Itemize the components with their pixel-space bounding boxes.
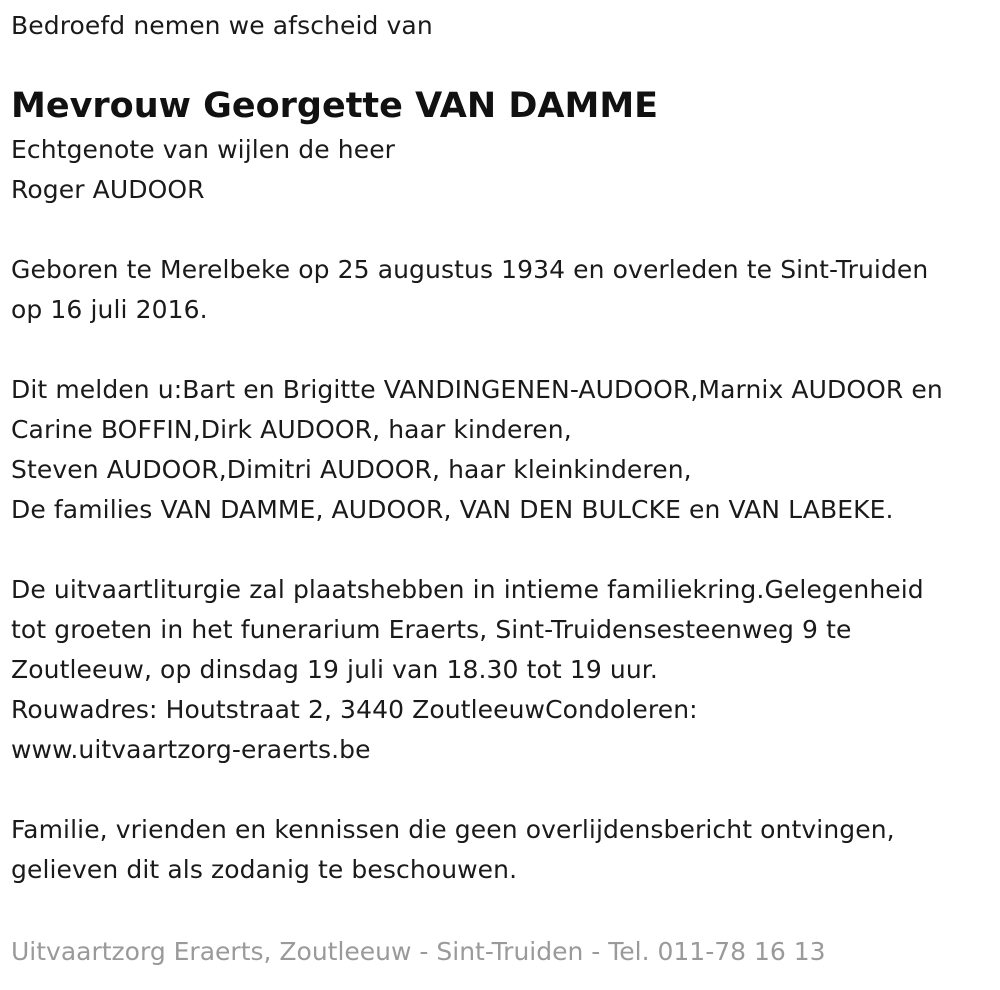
funeral-line: Zoutleeuw, op dinsdag 19 juli van 18.30 tot 19 uur.: [11, 655, 658, 684]
closing-block: [11, 810, 996, 890]
family-line: Steven AUDOOR,Dimitri AUDOOR, haar kleinkinderen,: [11, 455, 692, 484]
family-line: Dit melden u:Bart en Brigitte VANDINGENEN-AUDOOR,Marnix AUDOOR en: [11, 375, 943, 404]
death-notice: [11, 6, 996, 890]
family-line: De families VAN DAMME, AUDOOR, VAN DEN BULCKE en VAN LABEKE.: [11, 495, 894, 524]
spacer: [11, 770, 996, 810]
closing-line: Familie, vrienden en kennissen die geen overlijdensbericht ontvingen,: [11, 815, 895, 844]
family-line: Carine BOFFIN,Dirk AUDOOR, haar kinderen,: [11, 415, 572, 444]
funeral-block: [11, 570, 996, 770]
birth-death-line: op 16 juli 2016.: [11, 295, 208, 324]
spacer: [11, 330, 996, 370]
spouse-line: Echtgenote van wijlen de heer: [11, 135, 396, 164]
funeral-website: www.uitvaartzorg-eraerts.be: [11, 735, 371, 764]
closing-line: gelieven dit als zodanig te beschouwen.: [11, 855, 518, 884]
spacer: [11, 210, 996, 250]
funeral-line: Rouwadres: Houtstraat 2, 3440 ZoutleeuwCondoleren:: [11, 695, 698, 724]
funeral-home-footer: Uitvaartzorg Eraerts, Zoutleeuw - Sint-Truiden - Tel. 011-78 16 13: [11, 937, 826, 966]
funeral-line: tot groeten in het funerarium Eraerts, Sint-Truidensesteenweg 9 te: [11, 615, 852, 644]
spouse-block: [11, 130, 996, 210]
spouse-line: Roger AUDOOR: [11, 175, 205, 204]
birth-death-block: [11, 250, 996, 330]
funeral-line: De uitvaartliturgie zal plaatshebben in intieme familiekring.Gelegenheid: [11, 575, 924, 604]
birth-death-line: Geboren te Merelbeke op 25 augustus 1934 en overleden te Sint-Truiden: [11, 255, 929, 284]
deceased-name: Mevrouw Georgette VAN DAMME: [11, 86, 659, 126]
intro-text: Bedroefd nemen we afscheid van: [11, 11, 433, 40]
family-block: [11, 370, 996, 530]
spacer: [11, 530, 996, 570]
